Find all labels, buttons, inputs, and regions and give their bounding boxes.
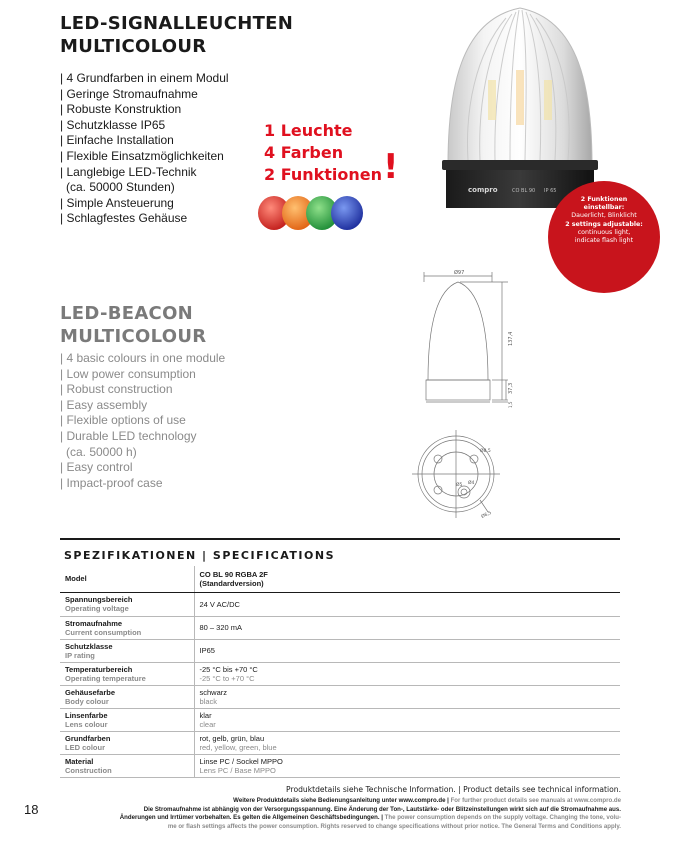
footer-line4-de: Änderungen und Irrtümer vorbehalten. Es gelten die Allgemeinen Geschäftsbedingungen. | <box>119 814 383 821</box>
table-row <box>60 708 620 731</box>
spec-value: -25 °C bis +70 °C <box>199 664 258 674</box>
spec-key-en: Operating temperature <box>65 673 146 683</box>
list-item: | Easy assembly <box>60 397 148 412</box>
exclamation-mark: ! <box>383 147 399 187</box>
list-item: (ca. 50000 h) <box>66 444 137 459</box>
list-item: | Easy control <box>60 460 133 475</box>
title-en-line-1: LED-BEACON <box>60 303 194 324</box>
list-item: | 4 Grundfarben in einem Modul <box>60 71 229 85</box>
page-number: 18 <box>24 802 39 817</box>
model-name: CO BL 90 RGBA 2F <box>199 569 268 579</box>
brand-label: compro <box>468 186 498 194</box>
table-row <box>60 731 620 754</box>
spec-value: 80 – 320 mA <box>199 623 243 632</box>
spec-key-en: IP rating <box>65 650 95 660</box>
spec-key-en: Body colour <box>65 696 109 706</box>
badge-line-4: 2 settings adjustable: <box>565 220 643 228</box>
spec-value: klar <box>199 710 212 720</box>
list-item: | Schlagfestes Gehäuse <box>60 211 188 226</box>
footer-legal <box>61 797 621 831</box>
model-label: CO BL 90 <box>512 188 536 194</box>
spec-value: 24 V AC/DC <box>199 599 240 609</box>
dim-d3: Ø4 <box>468 481 475 486</box>
title-de-line-2: MULTICOLOUR <box>60 36 207 57</box>
promo-line-2: 4 Farben <box>264 143 344 162</box>
spec-key-de: Grundfarben <box>65 733 111 743</box>
dim-foot: 1,5 <box>508 401 513 408</box>
spec-divider <box>60 538 620 540</box>
spec-key-de: Linsenfarbe <box>65 710 108 720</box>
promo-text <box>264 120 382 186</box>
dim-width: Ø97 <box>454 270 465 276</box>
spec-key-en: Lens colour <box>65 719 108 729</box>
list-item: | Robust construction <box>60 382 173 397</box>
spec-key-en: Operating voltage <box>65 604 129 613</box>
list-item: | Robuste Konstruktion <box>60 102 182 117</box>
spec-key-de: Schutzklasse <box>65 641 113 651</box>
footer-product-details: Produktdetails siehe Technische Information. | Product details see technical information. <box>286 785 621 794</box>
badge-line-6: indicate flash light <box>574 237 634 245</box>
settings-badge <box>548 181 660 293</box>
list-item: | Durable LED technology <box>60 428 197 443</box>
badge-line-5: continuous light, <box>577 228 631 236</box>
table-row <box>60 566 620 592</box>
technical-drawing-side <box>414 268 526 416</box>
table-row <box>60 662 620 685</box>
badge-line-1: 2 Funktionen <box>580 196 628 203</box>
list-item: | Geringe Stromaufnahme <box>60 86 198 101</box>
spec-key-en: Construction <box>65 765 112 775</box>
dim-base: 37,3 <box>508 382 514 394</box>
spec-heading: SPEZIFIKATIONEN | SPECIFICATIONS <box>64 549 335 562</box>
dim-d4: Ø6,5 <box>480 510 493 520</box>
spec-value-en: -25 °C to +70 °C <box>199 673 255 683</box>
spec-key-de: Spannungsbereich <box>65 595 133 604</box>
list-item: | Langlebige LED-Technik <box>60 164 197 179</box>
dim-d2: Ø5 <box>456 483 463 488</box>
footer-line5-en: me or flash settings affects the power consumption. Rights reserved to change specifications without prior notice. The General Terms and Conditions apply. <box>167 822 621 830</box>
list-item: | Schutzklasse IP65 <box>60 117 166 132</box>
badge-line-2: einstellbar: <box>583 204 625 212</box>
spec-value-en: red, yellow, green, blue <box>199 742 277 752</box>
spec-value-en: Lens PC / Base MPPO <box>199 765 276 775</box>
page-title-en <box>60 302 206 348</box>
table-row <box>60 592 620 616</box>
table-row <box>60 685 620 708</box>
list-item: | Flexible options of use <box>60 413 186 428</box>
footer-line4-en: The power consumption depends on the supply voltage. Changing the tone, volu- <box>382 814 621 821</box>
spec-key-de: Gehäusefarbe <box>65 687 116 697</box>
list-item: | Einfache Installation <box>60 133 174 148</box>
table-row <box>60 754 620 777</box>
spec-value-en: clear <box>199 719 216 729</box>
spec-key-de: Stromaufnahme <box>65 618 123 628</box>
blue-dot <box>331 196 363 230</box>
spec-value: schwarz <box>199 687 228 697</box>
footer-line3-de: Die Stromaufnahme ist abhängig von der Versorgungsspannung. Eine Änderung der Ton-, Lautstärke- oder Blitzeinstellungen wirkt sich auf die Stromaufnahme aus. <box>143 805 621 813</box>
spec-value: IP65 <box>199 646 215 655</box>
spec-table <box>60 566 620 778</box>
spec-key-de: Temperaturbereich <box>65 664 133 674</box>
feature-list-en <box>60 351 225 491</box>
spec-key-en: Current consumption <box>65 627 142 637</box>
badge-line-3: Dauerlicht, Blinklicht <box>571 212 637 220</box>
title-de-line-1: LED-SIGNALLEUCHTEN <box>60 13 294 34</box>
promo-line-3: 2 Funktionen <box>264 165 383 184</box>
list-item: | Flexible Einsatzmöglichkeiten <box>60 148 224 163</box>
spec-model-value <box>194 566 620 592</box>
table-row <box>60 616 620 639</box>
feature-list-de <box>60 71 229 227</box>
list-item: | Impact-proof case <box>60 475 163 490</box>
spec-key-de: Material <box>65 756 94 766</box>
ip-label: IP 65 <box>544 188 557 194</box>
colour-dots <box>258 195 364 231</box>
technical-drawing-top <box>408 424 508 528</box>
spec-value-en: black <box>199 696 218 706</box>
model-version: (Standardversion) <box>199 578 264 588</box>
beacon-product-image <box>420 0 620 210</box>
footer-line2-en: For further product details see manuals at www.compro.de <box>448 797 621 804</box>
list-item: | Simple Ansteuerung <box>60 195 174 210</box>
dim-d1: Ø8,5 <box>480 449 491 454</box>
list-item: (ca. 50000 Stunden) <box>66 180 175 195</box>
list-item: | 4 basic colours in one module <box>60 351 226 365</box>
page-title-de <box>60 12 293 58</box>
table-row <box>60 639 620 662</box>
list-item: | Low power consumption <box>60 366 196 381</box>
footer-line2-de: Weitere Produktdetails siehe Bedienungsanleitung unter www.compro.de | <box>233 797 449 804</box>
promo-line-1: 1 Leuchte <box>264 121 353 140</box>
dim-height: 137,4 <box>508 331 514 346</box>
spec-key-en: LED colour <box>65 742 106 752</box>
spec-value: rot, gelb, grün, blau <box>199 733 265 743</box>
spec-key-model: Model <box>60 566 194 592</box>
spec-value: Linse PC / Sockel MPPO <box>199 756 283 766</box>
title-en-line-2: MULTICOLOUR <box>60 326 207 347</box>
